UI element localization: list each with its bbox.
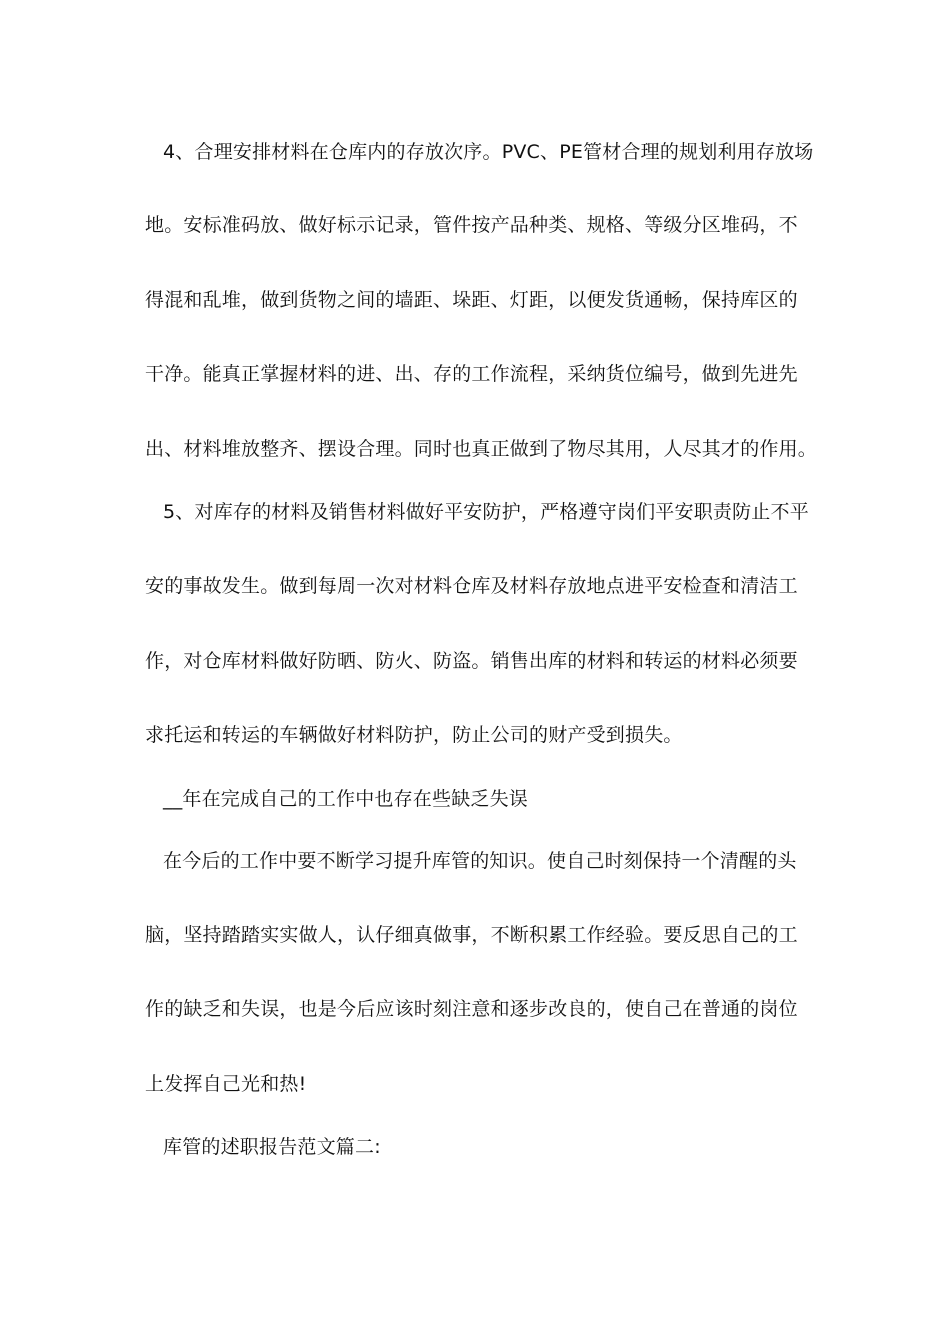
paragraph-4-line-5: 出、材料堆放整齐、摆设合理。同时也真正做到了物尽其用，人尽其才的作用。 (145, 438, 818, 460)
shortcomings-line: __年在完成自己的工作中也存在些缺乏失误 (163, 788, 529, 810)
section-heading: 库管的述职报告范文篇二: (163, 1136, 381, 1158)
paragraph-future-line-2: 脑，坚持踏踏实实做人，认仔细真做事，不断积累工作经验。要反思自己的工 (145, 924, 798, 946)
paragraph-5-line-1: 5、对库存的材料及销售材料做好平安防护，严格遵守岗们平安职责防止不平 (163, 501, 809, 523)
paragraph-4-line-3: 得混和乱堆，做到货物之间的墙距、垛距、灯距，以便发货通畅，保持库区的 (145, 289, 798, 311)
paragraph-4-line-4: 干净。能真正掌握材料的进、出、存的工作流程，采纳货位编号，做到先进先 (145, 363, 798, 385)
paragraph-future-line-3: 作的缺乏和失误，也是今后应该时刻注意和逐步改良的，使自己在普通的岗位 (145, 998, 798, 1020)
paragraph-5-line-2: 安的事故发生。做到每周一次对材料仓库及材料存放地点进平安检查和清洁工 (145, 575, 798, 597)
paragraph-4-line-1: 4、合理安排材料在仓库内的存放次序。PVC、PE管材合理的规划利用存放场 (163, 141, 814, 163)
paragraph-5-line-3: 作，对仓库材料做好防晒、防火、防盗。销售出库的材料和转运的材料必须要 (145, 650, 798, 672)
paragraph-5-line-4: 求托运和转运的车辆做好材料防护，防止公司的财产受到损失。 (145, 724, 683, 746)
paragraph-future-line-4: 上发挥自己光和热! (145, 1073, 307, 1095)
paragraph-future-line-1: 在今后的工作中要不断学习提升库管的知识。使自己时刻保持一个清醒的头 (163, 850, 797, 872)
paragraph-4-line-2: 地。安标准码放、做好标示记录，管件按产品种类、规格、等级分区堆码，不 (145, 214, 798, 236)
